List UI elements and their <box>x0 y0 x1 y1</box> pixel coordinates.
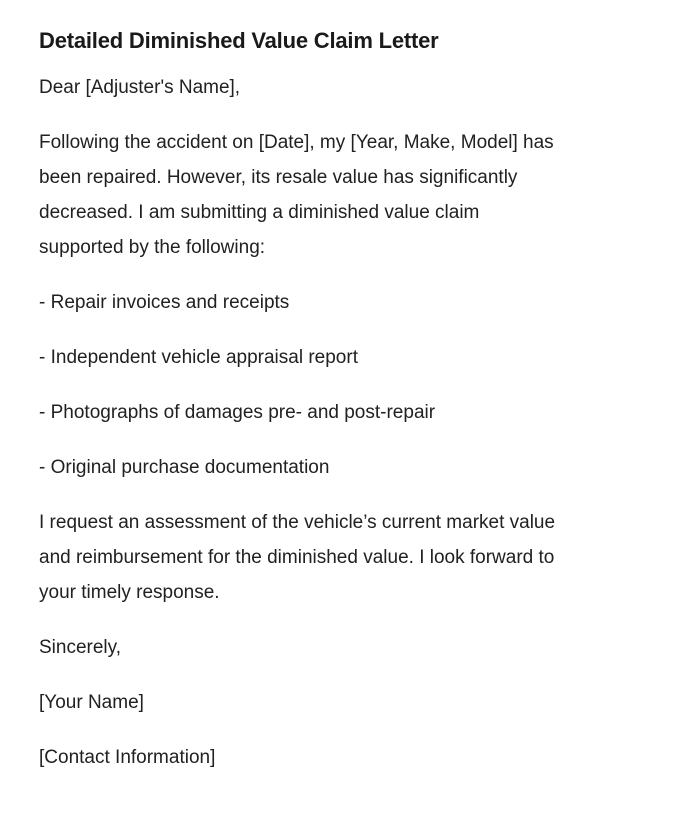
salutation <box>39 70 661 105</box>
list-item-appraisal-report <box>39 340 661 375</box>
text-line: been repaired. However, its resale value has significantly <box>39 167 518 188</box>
letter-title: Detailed Diminished Value Claim Letter <box>39 28 439 53</box>
text-line: [Contact Information] <box>39 747 216 768</box>
text-line: [Your Name] <box>39 692 144 713</box>
signature-name <box>39 685 661 720</box>
text-line: - Photographs of damages pre- and post-repair <box>39 402 436 423</box>
request-paragraph <box>39 505 661 610</box>
text-line: Dear [Adjuster's Name], <box>39 77 241 98</box>
closing-sincerely <box>39 630 661 665</box>
text-line: - Independent vehicle appraisal report <box>39 347 358 368</box>
intro-paragraph <box>39 125 661 265</box>
text-line: supported by the following: <box>39 237 266 258</box>
text-line: decreased. I am submitting a diminished value claim <box>39 202 480 223</box>
text-line: and reimbursement for the diminished value. I look forward to <box>39 547 555 568</box>
text-line: Following the accident on [Date], my [Year, Make, Model] has <box>39 132 554 153</box>
list-item-purchase-documentation <box>39 450 661 485</box>
text-line: I request an assessment of the vehicle’s current market value <box>39 512 556 533</box>
list-item-photographs <box>39 395 661 430</box>
text-line: - Repair invoices and receipts <box>39 292 290 313</box>
signature-contact <box>39 740 661 775</box>
text-line: your timely response. <box>39 582 220 603</box>
text-line: Sincerely, <box>39 637 122 658</box>
text-line: - Original purchase documentation <box>39 457 330 478</box>
list-item-repair-invoices <box>39 285 661 320</box>
